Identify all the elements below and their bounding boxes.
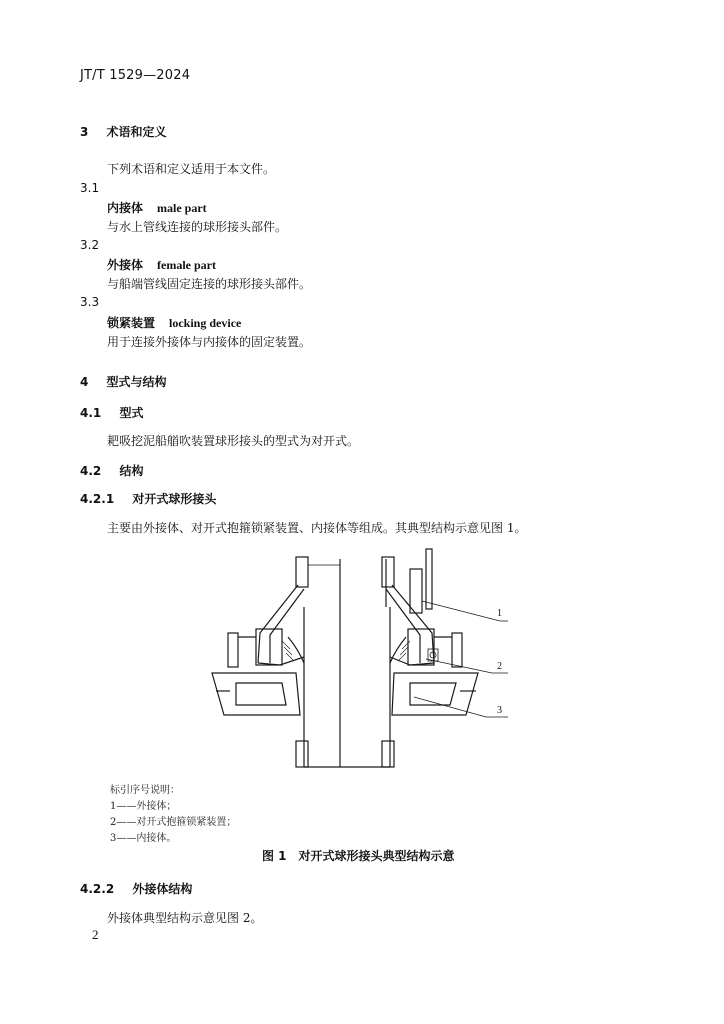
legend-item: 1——外接体； <box>110 801 177 812</box>
term-title <box>107 199 207 216</box>
term-definition: 与船端管线固定连接的球形接头部件。 <box>107 277 312 291</box>
outer-shell-right <box>386 585 462 667</box>
subsection-title: 型式 <box>119 406 144 420</box>
subsection-4-2-2-text: 外接体典型结构示意见图 2。 <box>107 911 263 925</box>
outer-shell-left <box>228 585 304 667</box>
subsection-4-2-1-heading <box>80 490 216 507</box>
center-pipe <box>304 559 390 767</box>
legend-item: 3——内接体。 <box>110 833 177 844</box>
callout-2: 2 <box>497 661 502 672</box>
term-cn: 内接体 <box>107 201 144 215</box>
term-number: 3.3 <box>80 295 100 309</box>
term-number: 3.1 <box>80 181 100 195</box>
subsection-4-2-2-heading <box>80 880 192 897</box>
term-definition: 用于连接外接体与内接体的固定装置。 <box>107 335 312 349</box>
term-title <box>107 256 216 273</box>
section-number: 3 <box>80 125 89 139</box>
subsection-title: 外接体结构 <box>132 882 193 896</box>
term-title <box>107 314 241 331</box>
section-title: 术语和定义 <box>106 125 167 139</box>
subsection-4-1-heading <box>80 404 143 421</box>
term-cn: 锁紧装置 <box>107 316 156 330</box>
subsection-number: 4.2.1 <box>80 492 115 506</box>
subsection-number: 4.1 <box>80 406 102 420</box>
inner-body-left <box>212 673 300 715</box>
ball-joint <box>282 637 410 663</box>
term-en: male part <box>157 201 207 215</box>
subsection-number: 4.2 <box>80 464 102 478</box>
subsection-title: 对开式球形接头 <box>132 492 217 506</box>
figure-1-drawing <box>200 545 520 777</box>
term-en: locking device <box>169 316 242 330</box>
page-number: 2 <box>92 927 99 942</box>
legend-item: 2——对开式抱箍锁紧装置； <box>110 817 237 828</box>
callout-1: 1 <box>497 608 502 619</box>
subsection-title: 结构 <box>119 464 144 478</box>
term-number: 3.2 <box>80 238 100 252</box>
subsection-number: 4.2.2 <box>80 882 115 896</box>
section-3-intro: 下列术语和定义适用于本文件。 <box>107 162 276 176</box>
term-en: female part <box>157 258 216 272</box>
subsection-4-2-1-text: 主要由外接体、对开式抱箍锁紧装置、内接体等组成。其典型结构示意见图 1。 <box>107 521 527 535</box>
top-flange <box>296 557 394 587</box>
section-number: 4 <box>80 375 89 389</box>
subsection-4-1-text: 耙吸挖泥船艏吹装置球形接头的型式为对开式。 <box>107 434 360 448</box>
bottom-flange <box>296 741 394 767</box>
inner-body-right <box>392 673 478 715</box>
subsection-4-2-heading <box>80 462 143 479</box>
legend-title: 标引序号说明： <box>110 785 180 796</box>
term-cn: 外接体 <box>107 258 144 272</box>
document-code: JT/T 1529—2024 <box>80 68 191 83</box>
section-3-heading <box>80 123 167 140</box>
figure-caption: 图 1 对开式球形接头典型结构示意 <box>262 849 455 863</box>
callout-3: 3 <box>497 705 502 716</box>
section-title: 型式与结构 <box>106 375 167 389</box>
section-4-heading <box>80 373 167 390</box>
term-definition: 与水上管线连接的球形接头部件。 <box>107 220 288 234</box>
